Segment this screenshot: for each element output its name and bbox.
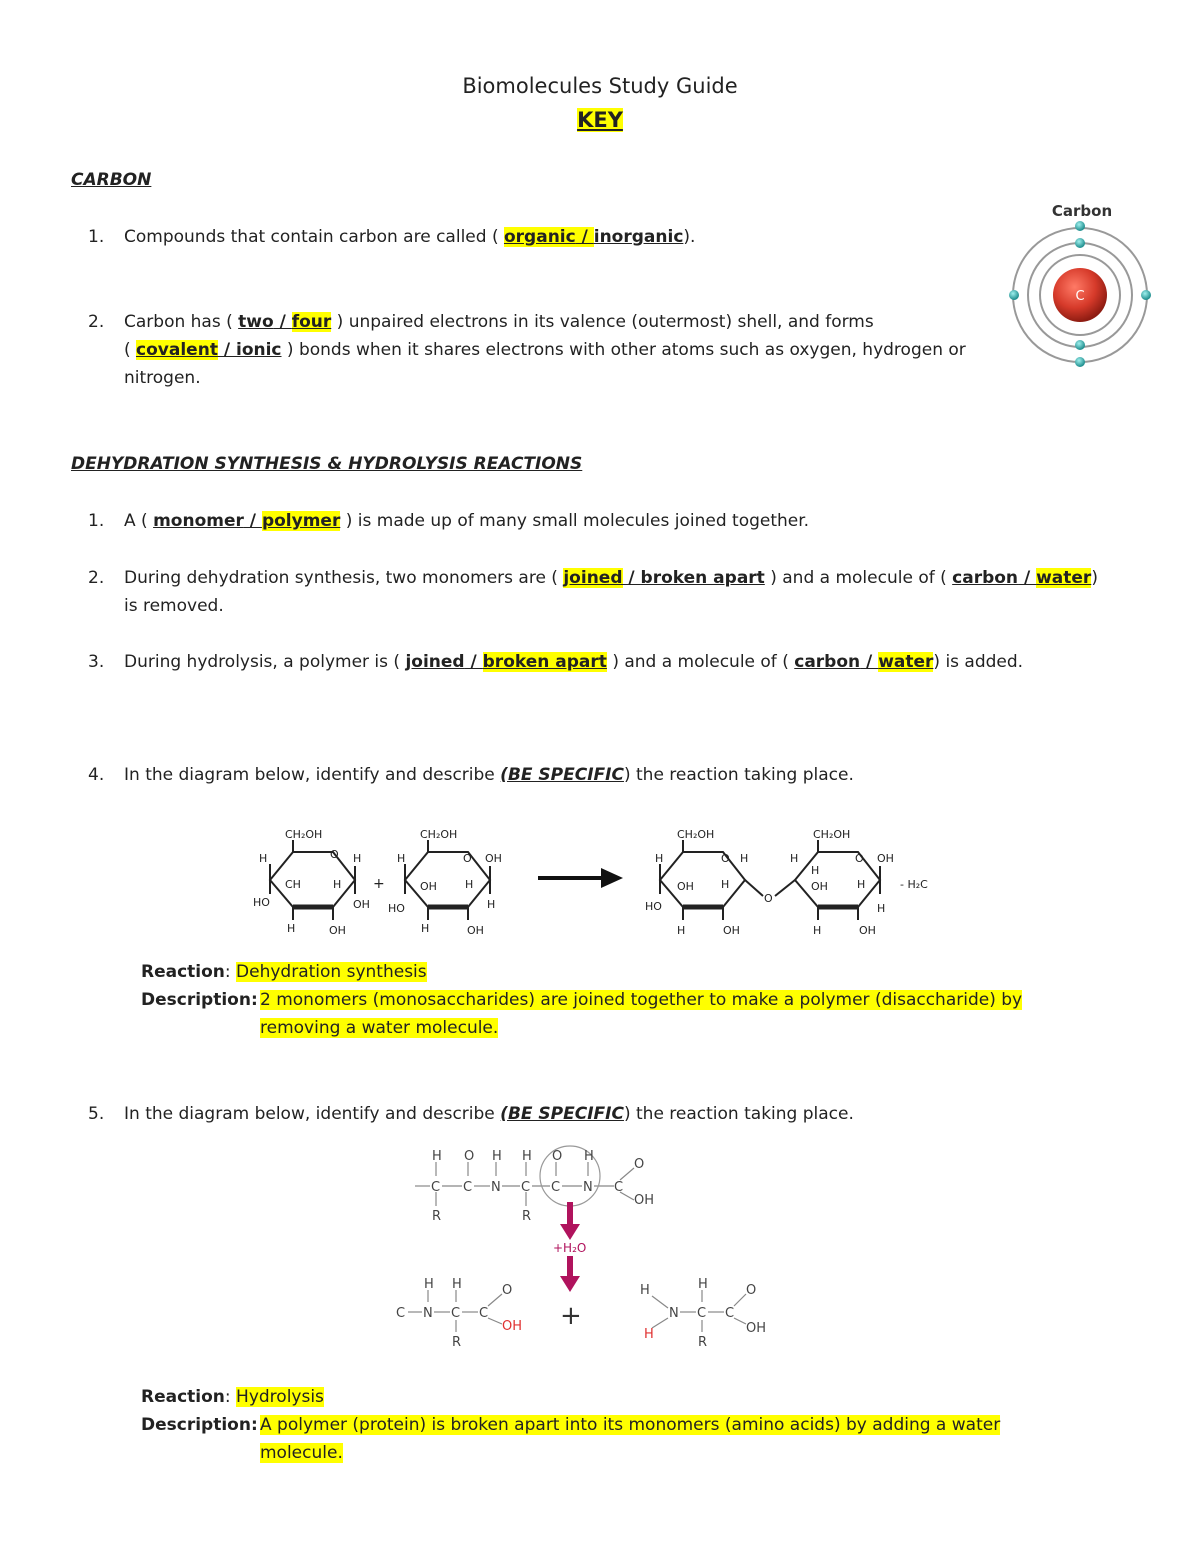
reaction-q3-opt-carbon: carbon: [794, 652, 861, 672]
hydrolysis-arrow-bottom: [560, 1256, 580, 1292]
reaction-q1-number: 1.: [88, 511, 105, 531]
q5-description-label-text: Description: [141, 1415, 251, 1435]
reaction-q3-number: 3.: [88, 652, 105, 672]
q4-answer: [141, 958, 427, 986]
q5-description-line1: A polymer (protein) is broken apart into its monomers (amino acids) by adding a water: [260, 1415, 1001, 1435]
product1-r: R: [452, 1335, 462, 1350]
product-oh: OH: [677, 880, 694, 893]
reaction-q2-opt-joined: joined: [563, 568, 623, 588]
reaction-q2-pre: During dehydration synthesis, two monomers are (: [124, 568, 558, 588]
q4-description-label-text: Description: [141, 990, 251, 1010]
product-h2c: - H₂C: [900, 878, 928, 891]
carbon-q2-l2-post: ) bonds when it shares electrons with other atoms such as oxygen, hydrogen or: [286, 340, 966, 360]
product2-c: C: [697, 1306, 707, 1321]
product1-c: C: [479, 1306, 489, 1321]
reaction-q4-pre: In the diagram below, identify and describe: [124, 765, 495, 785]
ring1-ho: HO: [253, 896, 270, 909]
product-h: H: [677, 924, 686, 937]
ring2-o: O: [463, 852, 472, 865]
product2-c: C: [725, 1306, 735, 1321]
dipeptide-c: C: [463, 1180, 473, 1195]
product2-h-red: H: [644, 1327, 654, 1342]
product-oh: OH: [859, 924, 876, 937]
product1-h: H: [424, 1277, 434, 1292]
reaction-q4-emph: (BE SPECIFIC: [500, 765, 624, 785]
carbon-q2-opt-two: two: [238, 312, 274, 332]
product2-n: N: [669, 1306, 679, 1321]
plus-sign: +: [560, 1301, 582, 1331]
reaction-q2-line1: During dehydration synthesis, two monomers are ( joined / broken apart ) and a molecule of ( carbon / water): [124, 568, 1098, 588]
carbon-q1-sep: /: [575, 227, 594, 247]
q4-description-line1: 2 monomers (monosaccharides) are joined together to make a polymer (disaccharide) by: [260, 990, 1023, 1010]
product-h: H: [811, 864, 820, 877]
carbon-q1-opt1: organic: [503, 227, 576, 247]
product2-o: O: [746, 1283, 757, 1298]
product2-oh: OH: [746, 1321, 767, 1336]
ring2-oh: OH: [485, 852, 502, 865]
reaction-q2-opt-broken: broken apart: [640, 568, 765, 588]
product-h: H: [721, 878, 730, 891]
reaction-q1-pre: A (: [124, 511, 148, 531]
product2-h: H: [640, 1283, 650, 1298]
dipeptide-c: C: [551, 1180, 561, 1195]
reaction-q3-pre: During hydrolysis, a polymer is (: [124, 652, 401, 672]
carbon-q1-post: ).: [683, 227, 696, 247]
reaction-q5-number: 5.: [88, 1104, 105, 1124]
hydrolysis-arrow-top: [560, 1202, 580, 1240]
reaction-q2-opt-carbon: carbon: [952, 568, 1019, 588]
reaction-q5-emph: (BE SPECIFIC: [500, 1104, 624, 1124]
dipeptide-h: H: [522, 1149, 532, 1164]
carbon-q2-post: ) unpaired electrons in its valence (outermost) shell, and forms: [336, 312, 874, 332]
reaction-q4-number: 4.: [88, 765, 105, 785]
reaction-q2-number: 2.: [88, 568, 105, 588]
water-label: +H₂O: [553, 1241, 587, 1255]
key-label: KEY: [577, 108, 623, 132]
ring1-h: H: [333, 878, 342, 891]
q5-description-line2: molecule.: [260, 1443, 343, 1463]
bridge-o: O: [764, 892, 773, 905]
ring1-ch: CH: [285, 878, 301, 891]
reaction-q3-opt-broken: broken apart: [482, 652, 607, 672]
dipeptide-c: C: [614, 1180, 624, 1195]
product1-c: C: [451, 1306, 461, 1321]
carbon-q1-number: 1.: [88, 227, 105, 247]
q4-reaction-label: Reaction: [141, 962, 225, 982]
carbon-q2-opt-ionic: ionic: [236, 340, 282, 360]
carbon-q2-text: [124, 308, 1004, 392]
dipeptide-o: O: [552, 1149, 563, 1164]
product-h: H: [740, 852, 749, 865]
reaction-q1-text: A ( monomer / polymer ) is made up of many small molecules joined together.: [124, 511, 810, 531]
ring1-o: O: [330, 848, 339, 861]
reaction-q3-post: ) is added.: [933, 652, 1024, 672]
electron: [1075, 340, 1085, 350]
product-ho: HO: [645, 900, 662, 913]
reaction-q5-text: [124, 1100, 854, 1128]
ring2-ho: HO: [388, 902, 405, 915]
reaction-q2-line2: is removed.: [124, 596, 224, 616]
dipeptide-h: H: [432, 1149, 442, 1164]
product1-h: H: [452, 1277, 462, 1292]
q5-reaction-label: Reaction: [141, 1387, 225, 1407]
dipeptide-h: H: [584, 1149, 594, 1164]
carbon-q2-l2-pre: (: [124, 340, 131, 360]
dipeptide-r: R: [432, 1209, 442, 1224]
product1-c: C: [396, 1306, 406, 1321]
carbon-q2-line1: Carbon has ( two / four ) unpaired electrons in its valence (outermost) shell, and forms: [124, 312, 874, 332]
dipeptide-n: N: [583, 1180, 593, 1195]
dipeptide-oh: OH: [634, 1193, 655, 1208]
product1-oh: OH: [502, 1319, 523, 1334]
reaction-q2-mid: ) and a molecule of (: [770, 568, 947, 588]
glucose-ring-1: [270, 840, 355, 920]
carbon-diagram-label: Carbon: [1051, 202, 1113, 220]
reaction-q4-text: [124, 761, 854, 789]
electron: [1075, 238, 1085, 248]
glucose-ring-2: [405, 840, 490, 920]
plus-sign: +: [373, 876, 385, 892]
key-heading: [0, 108, 1200, 132]
ring1-h: H: [259, 852, 268, 865]
ring1-oh: OH: [353, 898, 370, 911]
product-ch2oh: CH₂OH: [677, 828, 715, 841]
product1-o: O: [502, 1283, 513, 1298]
q4-description-line2: removing a water molecule.: [260, 1018, 499, 1038]
q4-description-label: Description:: [141, 990, 258, 1010]
ring2-h: H: [421, 922, 430, 935]
ring1-h: H: [353, 852, 362, 865]
product-h: H: [877, 902, 886, 915]
ring2-h: H: [397, 852, 406, 865]
carbon-q2-number: 2.: [88, 312, 105, 332]
reaction-q1-opt-polymer: polymer: [261, 511, 341, 531]
reaction-q4-post: ) the reaction taking place.: [623, 765, 854, 785]
dipeptide-h: H: [492, 1149, 502, 1164]
carbon-q1-opt2: inorganic: [593, 227, 684, 247]
electron: [1141, 290, 1151, 300]
carbon-q2-line3: nitrogen.: [124, 368, 201, 388]
ring2-h: H: [465, 878, 474, 891]
dipeptide-o: O: [464, 1149, 475, 1164]
dipeptide-r: R: [522, 1209, 532, 1224]
reaction-q3-text: During hydrolysis, a polymer is ( joined / broken apart ) and a molecule of ( carbon / water) is added.: [124, 652, 1024, 672]
reaction-q2-text: [124, 564, 1134, 620]
ring2-oh: OH: [467, 924, 484, 937]
product-oh: OH: [723, 924, 740, 937]
carbon-atom-diagram: [1000, 195, 1170, 375]
section-heading-carbon: CARBON: [71, 170, 152, 190]
q5-reaction-value: Hydrolysis: [236, 1387, 324, 1407]
reaction-q3-mid: ) and a molecule of (: [612, 652, 789, 672]
product-o: O: [721, 852, 730, 865]
ring1-h: H: [287, 922, 296, 935]
dipeptide-n: N: [491, 1180, 501, 1195]
product-h: H: [813, 924, 822, 937]
ring2-h: H: [487, 898, 496, 911]
product-h: H: [790, 852, 799, 865]
product-oh: OH: [811, 880, 828, 893]
section-heading-reactions: DEHYDRATION SYNTHESIS & HYDROLYSIS REACTIONS: [71, 454, 583, 474]
disaccharide-ring-1: [660, 840, 745, 920]
ring2-ch2oh: CH₂OH: [420, 828, 458, 841]
carbon-q2-pre: Carbon has (: [124, 312, 233, 332]
page-title: Biomolecules Study Guide: [462, 74, 738, 98]
product-h: H: [857, 878, 866, 891]
q4-description: [260, 986, 1090, 1042]
ring2-oh: OH: [420, 880, 437, 893]
q5-description: [260, 1411, 1090, 1467]
product1-n: N: [423, 1306, 433, 1321]
electron: [1009, 290, 1019, 300]
disaccharide-ring-2: [795, 840, 880, 920]
ring1-ch2oh: CH₂OH: [285, 828, 323, 841]
carbon-q2-opt-covalent: covalent: [136, 340, 218, 360]
ring1-oh: OH: [329, 924, 346, 937]
dipeptide-c: C: [521, 1180, 531, 1195]
product2-r: R: [698, 1335, 708, 1350]
product2-h: H: [698, 1277, 708, 1292]
product-ch2oh: CH₂OH: [813, 828, 851, 841]
dipeptide-c: C: [431, 1180, 441, 1195]
reaction-q5-post: ) the reaction taking place.: [623, 1104, 854, 1124]
reaction-q2-opt-water: water: [1036, 568, 1092, 588]
q4-reaction-value: Dehydration synthesis: [236, 962, 427, 982]
reaction-arrow: [538, 868, 623, 888]
reaction-q1-post: ) is made up of many small molecules joined together.: [345, 511, 810, 531]
q5-description-label: Description:: [141, 1415, 258, 1435]
nucleus-label: C: [1075, 289, 1085, 304]
carbon-q2-opt-four: four: [291, 312, 332, 332]
carbon-q1-answer: [504, 227, 594, 247]
carbon-q1-pre: Compounds that contain carbon are called (: [124, 227, 499, 247]
product-h: H: [655, 852, 664, 865]
q4-reaction-line: Reaction: Dehydration synthesis: [141, 962, 427, 982]
product-o: O: [855, 852, 864, 865]
carbon-q1-text: [124, 223, 695, 251]
electron: [1075, 221, 1085, 231]
reaction-q2-post: ): [1091, 568, 1098, 588]
carbon-q2-line2: ( covalent / ionic ) bonds when it shares electrons with other atoms such as oxygen, hydrogen or: [124, 340, 966, 360]
q5-answer: Reaction: Hydrolysis: [141, 1387, 324, 1407]
reaction-q5-pre: In the diagram below, identify and describe: [124, 1104, 495, 1124]
dehydration-diagram: [245, 822, 955, 947]
dipeptide-o: O: [634, 1157, 645, 1172]
product-oh: OH: [877, 852, 894, 865]
electron: [1075, 357, 1085, 367]
reaction-q3-opt-joined: joined: [405, 652, 465, 672]
hydrolysis-diagram: [390, 1140, 780, 1355]
reaction-q1-opt-monomer: monomer: [153, 511, 244, 531]
reaction-q3-opt-water: water: [878, 652, 934, 672]
